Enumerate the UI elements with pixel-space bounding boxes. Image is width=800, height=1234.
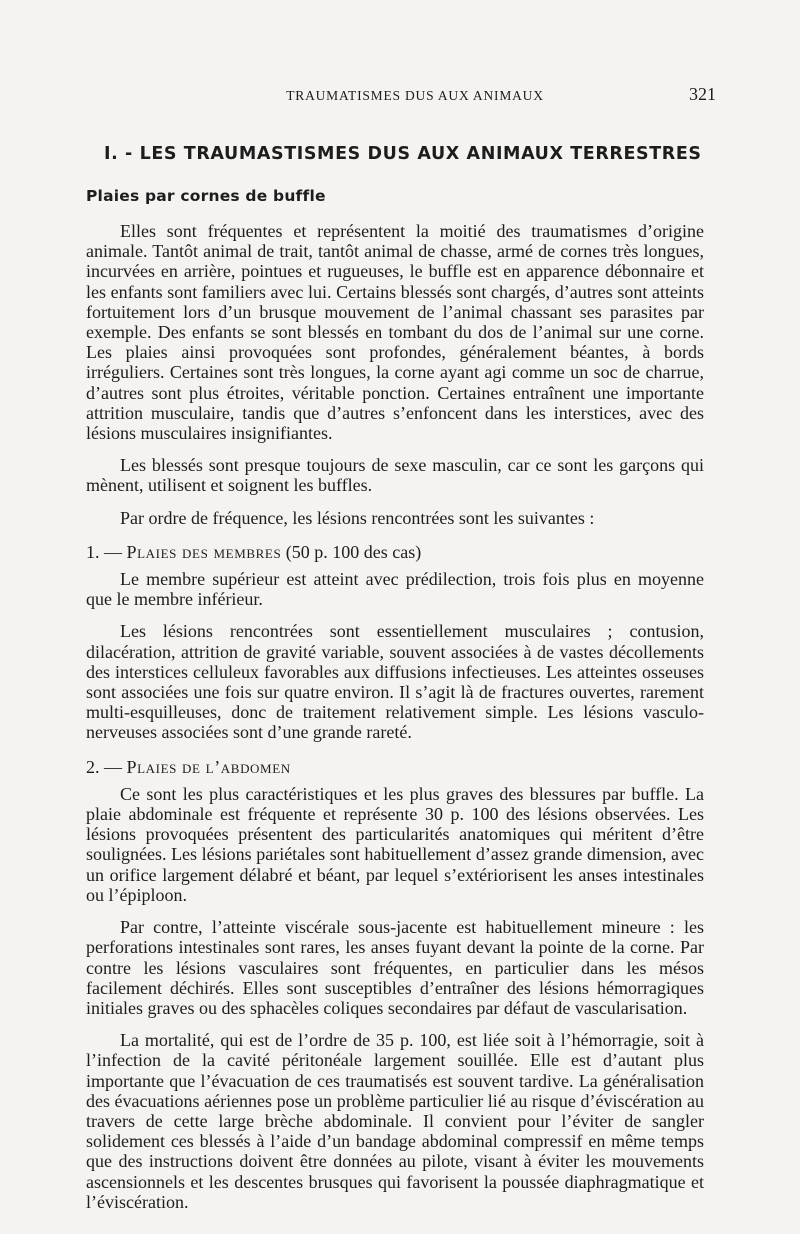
paragraph: La mortalité, qui est de l’ordre de 35 p. 100, est liée soit à l’hémorragie, soit à l’infection de la cavité péritonéale largement souillée. Elle est d’autant plus importante que l’évacuation de ces traumatisés est souvent tardive. La généralisation des évacuations aériennes pose un problème particulier lié au risque d’éviscération au travers de cette large brèche abdominale. Il convient pour l’éviter de sangler solidement ces blessés à l’aide d’un bandage abdominal compressif en même temps que des instructions doivent être données au pilote, visant à éviter les mouvements ascensionnels et les descentes brusques qui favorisent la poussée diaphragmatique et l’éviscération.: [86, 1030, 704, 1212]
list-heading-abdomen: [86, 757, 704, 777]
paragraph: Les lésions rencontrées sont essentiellement musculaires ; contusion, dilacération, attrition de gravité variable, souvent associées à de vastes décollements des interstices celluleux favorables aux diffusions infectieuses. Les atteintes osseuses sont associées une fois sur quatre environ. Il s’agit là de fractures ouvertes, rarement multi-esquilleuses, donc de traitement relativement simple. Les lésions vasculo-nerveuses associées sont d’une grande rareté.: [86, 621, 704, 743]
paragraph: Par ordre de fréquence, les lésions rencontrées sont les suivantes :: [120, 507, 595, 528]
list-heading-title: Plaies des membres: [126, 541, 282, 562]
body-text: [86, 221, 704, 1212]
running-title: TRAUMATISMES DUS AUX ANIMAUX: [286, 88, 544, 103]
subsection-title: Plaies par cornes de buffle: [86, 187, 326, 205]
paragraph: Ce sont les plus caractéristiques et les plus graves des blessures par buffle. La plaie abdominale est fréquente et représente 30 p. 100 des lésions observées. Les lésions provoquées présentent des particularités anatomiques qui méritent d’être soulignées. Les lésions pariétales sont habituellement d’assez grande dimension, avec un orifice largement délabré et béant, par lequel s’extériorisent les anses intestinales ou l’épiploon.: [86, 783, 704, 905]
page-number: 321: [689, 84, 716, 104]
list-number: 2. —: [86, 756, 122, 777]
list-number: 1. —: [86, 541, 122, 562]
running-header: [86, 84, 716, 116]
paragraph: Elles sont fréquentes et représentent la moitié des traumatismes d’origine animale. Tantôt animal de trait, tantôt animal de chasse, armé de cornes très longues, incurvées en arrière, pointues et rugueuses, le buffle est en apparence débonnaire et les enfants sont familiers avec lui. Certains blessés sont chargés, d’autres sont atteints fortuitement lors d’un brusque mouvement de l’animal chassant ses parasites par exemple. Des enfants se sont blessés en tombant du dos de l’animal sur une corne. Les plaies ainsi provoquées sont profondes, généralement béantes, à bords irréguliers. Certaines sont très longues, la corne ayant agi comme un soc de charrue, d’autres sont plus étroites, véritable ponction. Certaines entraînent une importante attrition musculaire, tandis que d’autres s’enfoncent dans les interstices, avec des lésions musculaires insignifiantes.: [86, 221, 704, 444]
section-title: I. - LES TRAUMASTISMES DUS AUX ANIMAUX TERRESTRES: [104, 144, 702, 164]
list-heading-title: Plaies de l’abdomen: [126, 756, 291, 777]
paragraph: Par contre, l’atteinte viscérale sous-jacente est habituellement mineure : les perforations intestinales sont rares, les anses fuyant devant la pointe de la corne. Par contre les lésions vasculaires sont fréquentes, en particulier dans les mésos facilement déchirés. Elles sont susceptibles d’entraîner des lésions hémorragiques initiales graves ou des sphacèles coliques secondaires par défaut de vascularisation.: [86, 917, 704, 1018]
list-heading-note: (50 p. 100 des cas): [285, 541, 422, 562]
list-heading-membres: [86, 542, 704, 562]
paragraph: Les blessés sont presque toujours de sexe masculin, car ce sont les garçons qui mènent, utilisent et soignent les buffles.: [86, 455, 704, 496]
paragraph: Le membre supérieur est atteint avec prédilection, trois fois plus en moyenne que le membre inférieur.: [86, 569, 704, 610]
